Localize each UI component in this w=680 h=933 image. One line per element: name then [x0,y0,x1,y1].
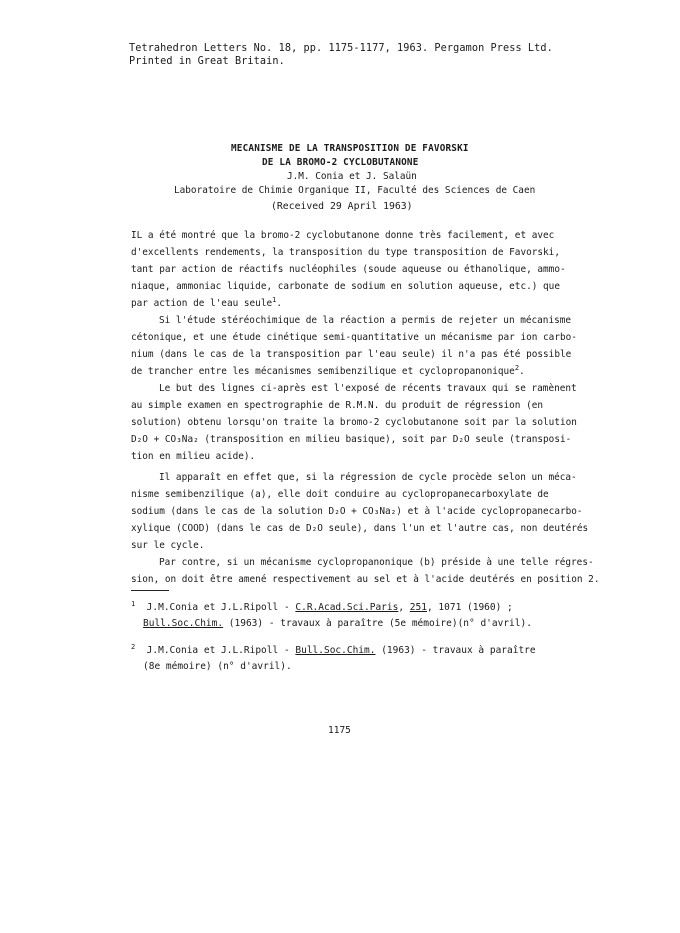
footnote-ref: 1 [272,295,277,304]
text-line [131,599,513,613]
printed-in-line: Printed in Great Britain. [129,56,285,67]
text-line: sodium (dans le cas de la solution D₂O + CO₃Na₂) et à l'acide cyclopropanecarbo- [131,506,583,517]
text-line: D₂O + CO₃Na₂ (transposition en milieu basique), soit par D₂O seule (transposi- [131,434,572,445]
text-line: IL a été montré que la bromo-2 cyclobutanone donne très facilement, et avec [131,230,555,241]
text-line: Par contre, si un mécanisme cyclopropanonique (b) préside à une telle régres- [159,557,594,568]
footnote-ref: 2 [514,363,520,372]
text-line: d'excellents rendements, la transposition du type transposition de Favorski, [131,247,560,258]
journal-name: C.R.Acad.Sci.Paris [295,602,399,613]
text-line: (8e mémoire) (n° d'avril). [143,661,292,672]
text-line: de trancher entre les mécanismes semibenzilique et cyclopropanonique$^2$. [131,363,525,377]
text-line [131,642,536,656]
journal-name: Bull.Soc.Chim. [143,618,224,629]
footnote-rule [131,590,169,591]
text-line: au simple examen en spectrographie de R.M.N. du produit de régression (en [131,400,544,411]
text-line: tant par action de réactifs nucléophiles (soude aqueuse ou éthanolique, ammo- [131,264,566,275]
text-fragment: par action de l'eau seule [131,298,273,309]
article-title-line-1: MECANISME DE LA TRANSPOSITION DE FAVORSKI [231,143,469,154]
text-line: Si l'étude stéréochimique de la réaction a permis de rejeter un mécanisme [159,315,572,326]
journal-citation-line: Tetrahedron Letters No. 18, pp. 1175-1177, 1963. Pergamon Press Ltd. [129,43,553,54]
article-title-line-2: DE LA BROMO-2 CYCLOBUTANONE [262,157,419,168]
text-line: cétonique, et une étude cinétique semi-quantitative un mécanisme par ion carbo- [131,332,577,343]
journal-name: Bull.Soc.Chim. [295,645,376,656]
page-number: 1175 [328,725,351,736]
text-fragment: (1963) - travaux à paraître [375,645,536,656]
text-line: par action de l'eau seule$^1$. [131,295,282,309]
text-line: Il apparaît en effet que, si la régression de cycle procède selon un méca- [159,472,577,483]
text-fragment: , 1071 (1960) ; [426,602,513,613]
volume-number: 251 [409,602,427,613]
text-line: sur le cycle. [131,540,205,551]
received-date: (Received 29 April 1963) [271,201,413,212]
text-line: niaque, ammoniac liquide, carbonate de sodium en solution aqueuse, etc.) que [131,281,560,292]
authors: J.M. Conia et J. Salaün [287,171,417,182]
text-line: sion, on doit être amené respectivement au sel et à l'acide deutérés en position 2. [131,574,600,585]
footnote-mark: 2 [131,642,136,651]
text-line: nisme semibenzilique (a), elle doit conduire au cyclopropanecarboxylate de [131,489,549,500]
text-fragment: de trancher entre les mécanismes semibenzilique et cyclopropanonique [131,366,515,377]
text-fragment: J.M.Conia et J.L.Ripoll - [146,645,296,656]
text-line: tion en milieu acide). [131,451,256,462]
text-line: xylique (COOD) (dans le cas de D₂O seule), dans l'un et l'autre cas, non deutérés [131,523,589,534]
affiliation: Laboratoire de Chimie Organique II, Faculté des Sciences de Caen [174,185,536,196]
footnote-mark: 1 [131,599,136,608]
text-line: nium (dans le cas de la transposition par l'eau seule) il n'a pas été possible [131,349,572,360]
text-line: solution) obtenu lorsqu'on traite la bromo-2 cyclobutanone soit par la solution [131,417,577,428]
text-fragment: J.M.Conia et J.L.Ripoll - [146,602,296,613]
text-line: Le but des lignes ci-après est l'exposé de récents travaux qui se ramènent [159,383,577,394]
text-line [143,618,532,629]
text-fragment: (1963) - travaux à paraître (5e mémoire)(n° d'avril). [223,618,532,629]
text-fragment: , [398,602,410,613]
